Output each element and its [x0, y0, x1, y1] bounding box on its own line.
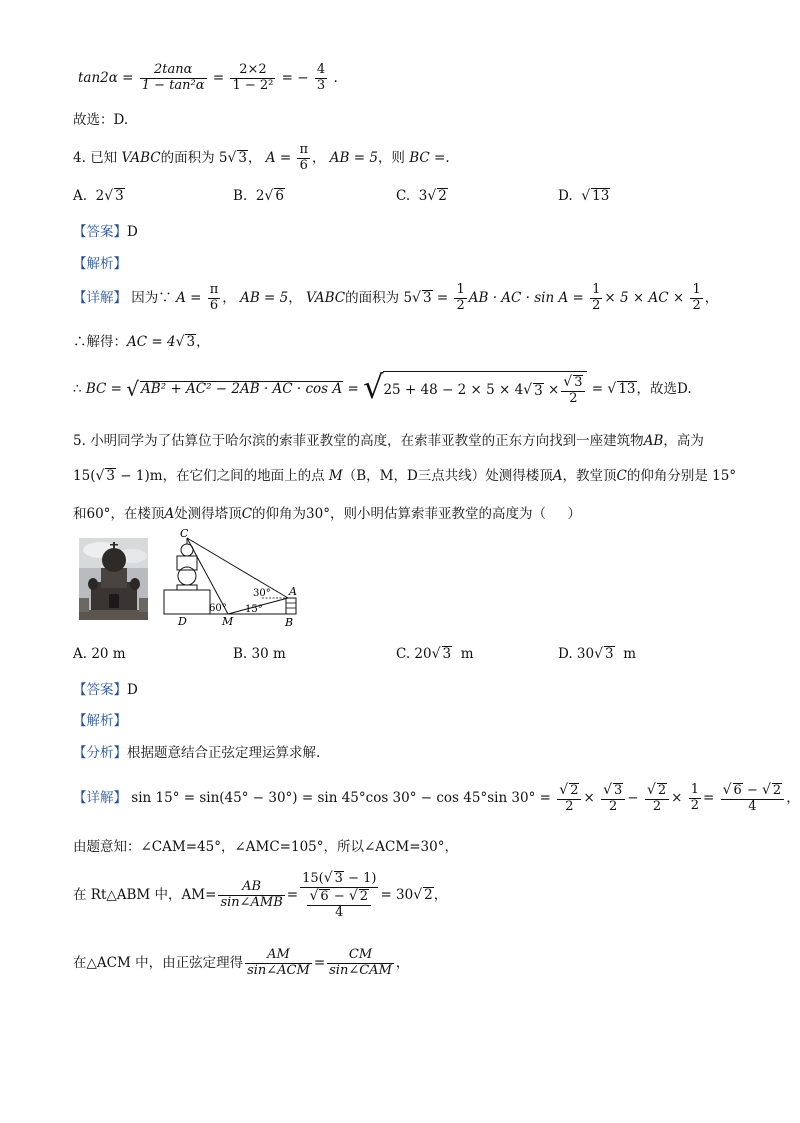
radicand: 3: [614, 783, 623, 798]
fraction: [297, 143, 310, 174]
text: ，: [222, 289, 236, 306]
q5-answer: [73, 682, 138, 698]
denominator: 1 − tan²α: [141, 77, 205, 93]
radicand: 2: [657, 783, 667, 798]
radical-sign: √: [431, 646, 441, 662]
text: ，: [704, 289, 719, 306]
equals-minus: = −: [281, 69, 309, 86]
area-coef: 5: [403, 289, 413, 306]
analysis-tag: 【解析】: [73, 713, 127, 729]
point-c: C: [616, 468, 627, 484]
minus: −: [746, 783, 758, 798]
q4-step2: [73, 334, 210, 351]
radicand: 3: [186, 334, 196, 350]
text: × 5 × AC ×: [604, 289, 685, 306]
radical-sign: √: [427, 188, 437, 204]
fraction: [208, 283, 221, 314]
point-m: M: [328, 468, 343, 484]
q5-option-a[interactable]: A. 20 m: [73, 646, 126, 662]
analysis-tag: 【解析】: [73, 256, 127, 272]
radical-sign: √: [264, 188, 274, 204]
text: AC = 4: [127, 334, 176, 350]
fraction: [307, 888, 371, 921]
detail-tag: 【详解】: [73, 289, 127, 306]
radicand: 3: [534, 382, 543, 399]
q4-stem: [73, 143, 450, 174]
text: 因为∵: [131, 289, 172, 306]
radicand: 3: [106, 468, 115, 484]
equals: =: [347, 380, 359, 397]
radicand: 3: [574, 375, 583, 390]
radicand: 2: [438, 188, 447, 204]
text: 的面积为: [345, 289, 400, 306]
radicand: 2: [772, 783, 782, 798]
angle-30: 30°: [306, 506, 330, 522]
radicand: 6: [733, 783, 742, 798]
q4-answer: [73, 224, 138, 240]
equals: =: [436, 289, 449, 306]
radical-sign: √: [607, 380, 617, 397]
radicand: [383, 371, 587, 407]
q4-step3: [73, 368, 692, 407]
text: 小明同学为了估算位于哈尔滨的索菲亚教堂的高度，在索菲亚教堂的正东方向找到一座建筑物: [90, 433, 644, 449]
period: .: [333, 69, 338, 86]
denominator: 1 − 2²: [232, 77, 274, 93]
text: 和: [73, 506, 87, 522]
tan-double-angle-line: [78, 63, 338, 94]
denominator: 2: [557, 799, 581, 815]
big-radical: [363, 368, 587, 407]
fraction: [557, 782, 581, 815]
text: 处测得塔顶: [174, 506, 242, 522]
denominator: 2: [601, 799, 625, 815]
q5-option-d[interactable]: [558, 646, 636, 663]
denominator: [300, 887, 378, 921]
minus: −: [627, 789, 639, 806]
q5-known: 由题意知：∠CAM=45°，∠AMC=105°，所以∠ACM=30°，: [73, 839, 458, 855]
radicand: 13: [592, 188, 610, 204]
q4-option-d[interactable]: [558, 188, 610, 205]
q5-sine-line: [73, 948, 409, 979]
unit: m: [623, 646, 637, 662]
unit: m: [460, 646, 474, 662]
denominator: sin∠AMB: [220, 894, 283, 910]
fraction: [601, 782, 625, 815]
fraction: [218, 880, 284, 911]
numerator: 2tanα: [153, 62, 193, 77]
numerator: [307, 888, 371, 905]
numerator: [645, 782, 669, 799]
minus: −: [333, 888, 345, 904]
text: 的面积为: [160, 149, 215, 166]
detail-tag: 【详解】: [73, 789, 127, 806]
label-angle-60: 60°: [209, 603, 227, 614]
q4-detail: [73, 283, 718, 314]
fraction: [721, 782, 785, 815]
option-label: C. 20: [396, 646, 432, 662]
triangle-label: VABC: [306, 289, 346, 306]
text: m，在它们之间的地面上的点: [149, 468, 325, 484]
text: ，: [311, 149, 326, 166]
radical-sign: √: [126, 376, 140, 401]
q5-fenxi: [73, 745, 320, 761]
answer-tag: 【答案】: [73, 224, 127, 240]
denominator: 4: [307, 905, 371, 921]
label-m: M: [222, 615, 234, 628]
numerator: AM: [267, 947, 290, 962]
denominator: 2: [561, 391, 585, 407]
text: 在△ACM 中，由正弦定理得: [73, 955, 244, 972]
numerator: [557, 782, 581, 799]
side-ab: AB = 5: [240, 289, 289, 306]
fraction: [689, 783, 701, 814]
q4-option-a[interactable]: [73, 188, 125, 205]
area-coef: 5: [218, 149, 228, 166]
tan-lhs: tan2α =: [78, 69, 134, 86]
side-bc: BC =: [409, 149, 446, 166]
radical-sign: √: [309, 887, 319, 904]
numerator: 1: [690, 782, 699, 797]
triangle-label: VABC: [121, 149, 161, 166]
denominator: sin∠CAM: [329, 962, 392, 978]
radical-sign: √: [363, 368, 384, 406]
text: 的仰角为: [252, 506, 307, 522]
denominator: 2: [692, 297, 701, 313]
radicand: AB² + AC² − 2AB · AC · cos A: [141, 381, 343, 398]
cathedral-image: [79, 538, 148, 620]
text: （B，M，D三点共线）处测得楼顶: [342, 468, 553, 484]
cathedral-photo: [79, 538, 148, 620]
text: 在 Rt△ABM 中，AM=: [73, 887, 217, 904]
angle-15: 15°: [712, 468, 737, 484]
fraction: [645, 782, 669, 815]
building-tier-mid: [177, 585, 197, 590]
geometry-diagram: [158, 528, 308, 628]
question-number: 5.: [73, 433, 86, 449]
numerator: π: [299, 142, 308, 157]
text: 15: [73, 468, 91, 484]
option-label: D. 30: [558, 646, 595, 662]
denominator: 2: [592, 297, 601, 313]
label-c: C: [180, 527, 189, 540]
radical-sign: √: [722, 782, 732, 798]
radicand: 3: [115, 188, 124, 204]
radicand: 3: [442, 646, 452, 662]
q5-option-c[interactable]: [396, 646, 474, 663]
radicand: 6: [320, 888, 329, 904]
label-a: A: [289, 585, 297, 598]
q5-rt-line: [73, 870, 447, 921]
radical-sign: √: [104, 188, 114, 204]
angle-a: A =: [265, 149, 292, 166]
radical-sign: √: [348, 887, 358, 904]
text: ，教堂顶: [562, 468, 617, 484]
numerator: [721, 782, 785, 799]
text: − 1: [348, 871, 372, 886]
angle-a: A =: [176, 289, 202, 306]
text: ，则: [377, 149, 405, 166]
angle-60: 60°: [86, 506, 111, 522]
text: 已知: [90, 149, 118, 166]
denominator: 3: [316, 77, 326, 93]
radicand: 13: [618, 381, 636, 398]
numerator: CM: [348, 947, 373, 962]
numerator: 4: [316, 62, 326, 77]
radicand: 2: [359, 888, 369, 904]
text: ，: [433, 887, 448, 904]
numerator: 15(√ 3 − 1): [302, 870, 377, 886]
equals: =: [702, 789, 715, 806]
radical-sign: √: [761, 782, 771, 798]
radical-sign: √: [581, 188, 591, 204]
q5-option-b[interactable]: B. 30 m: [233, 646, 286, 662]
radical-sign: √: [559, 782, 569, 798]
coef: 2: [95, 188, 105, 204]
radical-sign: √: [323, 870, 333, 886]
numerator: [561, 374, 585, 391]
fenxi-text: 根据题意结合正弦定理运算求解.: [127, 745, 321, 761]
coef: 2: [255, 188, 265, 204]
q4-option-c[interactable]: [396, 188, 448, 205]
radicand: 3: [605, 646, 614, 662]
q3-conclusion: 故选：D.: [73, 112, 129, 128]
complex-fraction: [300, 870, 378, 921]
equals: = 30: [380, 887, 414, 904]
label-d: D: [178, 615, 187, 628]
text: ，高为: [663, 433, 704, 449]
building-base: [164, 590, 210, 614]
denominator: 2: [690, 797, 699, 813]
q4-analysis: [73, 256, 127, 272]
fraction: [690, 283, 702, 314]
coef: 3: [418, 188, 428, 204]
option-label: D.: [558, 188, 573, 204]
radical-sign: √: [95, 468, 105, 484]
denominator: 4: [721, 799, 785, 815]
denominator: 2: [456, 297, 465, 313]
text: ）: [567, 506, 581, 522]
fraction: [327, 948, 394, 979]
option-label: A.: [73, 188, 88, 204]
q4-option-b[interactable]: [233, 188, 285, 205]
label-angle-15: 15°: [245, 604, 263, 615]
text: .: [445, 149, 450, 166]
option-label: C.: [396, 188, 411, 204]
label-angle-30: 30°: [253, 588, 271, 599]
answer-value: D: [127, 224, 138, 240]
equals: =: [286, 887, 299, 904]
fraction: [315, 63, 327, 94]
fraction: [245, 948, 312, 979]
text: 15: [302, 871, 319, 886]
text: ，在楼顶: [110, 506, 165, 522]
radical-sign: √: [523, 382, 533, 399]
numerator: [601, 782, 625, 799]
radicand: 6: [275, 188, 284, 204]
radicand: 3: [238, 149, 247, 166]
numerator: 2×2: [239, 62, 267, 77]
radical-sign: √: [563, 374, 573, 390]
fraction: [230, 63, 275, 94]
side-bc: BC =: [85, 380, 122, 397]
fenxi-tag: 【分析】: [73, 745, 127, 761]
radical-sign: √: [175, 334, 185, 350]
text: ∴解得：: [73, 334, 127, 350]
times: ×: [547, 382, 560, 399]
numerator: AB: [242, 878, 262, 894]
building-ab: AB: [643, 433, 664, 449]
point-a: A: [552, 468, 563, 484]
q5-stem-line2: 15(√ 3 − 1)m，在它们之间的地面上的点 M（B，M，D三点共线）处测得楼顶A，教堂顶C的仰角分别是 15°: [73, 468, 737, 484]
denominator: 6: [297, 158, 310, 174]
equals: =: [591, 380, 604, 397]
equals: =: [212, 69, 225, 86]
radicand: 3: [422, 289, 432, 306]
numerator: 1: [692, 282, 701, 297]
radicand: 3: [334, 871, 343, 886]
radical-sign: √: [646, 782, 656, 798]
radical-sign: √: [413, 887, 423, 903]
q5-analysis: [73, 713, 127, 729]
building-ab: [286, 598, 296, 614]
radical-sign: √: [594, 646, 604, 662]
equals: =: [313, 955, 326, 972]
text: ，: [196, 334, 210, 350]
radical-sign: √: [412, 289, 421, 306]
radicand: 2: [424, 887, 433, 904]
text: sin 15° = sin(45° − 30°) = sin 45°cos 30° − cos 45°sin 30° =: [131, 789, 551, 806]
answer-value: D: [127, 682, 138, 698]
numerator: 1: [592, 282, 601, 297]
radical-sign: √: [227, 149, 237, 166]
fraction: [590, 283, 602, 314]
denominator: sin∠ACM: [247, 962, 310, 978]
radicand: 2: [570, 783, 579, 798]
option-label: B.: [233, 188, 248, 204]
text: ，: [395, 955, 410, 972]
label-b: B: [285, 616, 294, 629]
text: 的仰角分别是: [626, 468, 708, 484]
text: 25 + 48 − 2 × 5 × 4: [383, 382, 524, 399]
q5-stem-line1: [73, 433, 704, 449]
q5-detail: [73, 782, 800, 815]
side-ab: AB = 5: [329, 149, 378, 166]
point-a: A: [164, 506, 175, 522]
denominator: 6: [208, 298, 221, 314]
numerator: 1: [456, 282, 465, 297]
fraction: [140, 63, 207, 94]
text: ，: [786, 789, 800, 806]
text: ，: [247, 149, 262, 166]
answer-tag: 【答案】: [73, 682, 127, 698]
fraction: [454, 283, 466, 314]
denominator: 2: [645, 799, 669, 815]
text: − 1: [120, 468, 145, 484]
building-tier-top: [177, 556, 197, 570]
text: ∴: [73, 380, 82, 397]
point-c: C: [241, 506, 253, 522]
radical-sign: √: [603, 782, 612, 798]
text: ，故选D.: [636, 380, 692, 397]
times: ×: [583, 789, 595, 806]
times: ×: [671, 789, 683, 806]
fraction: [561, 374, 585, 407]
q5-stem-line3: [73, 506, 581, 522]
text: ，: [288, 289, 302, 306]
text: ，则小明估算索菲亚教堂的高度为（: [329, 506, 546, 522]
numerator: π: [209, 282, 219, 297]
question-number: 4.: [73, 149, 86, 166]
text: AB · AC · sin A =: [468, 289, 584, 306]
line-ca: [187, 538, 288, 598]
